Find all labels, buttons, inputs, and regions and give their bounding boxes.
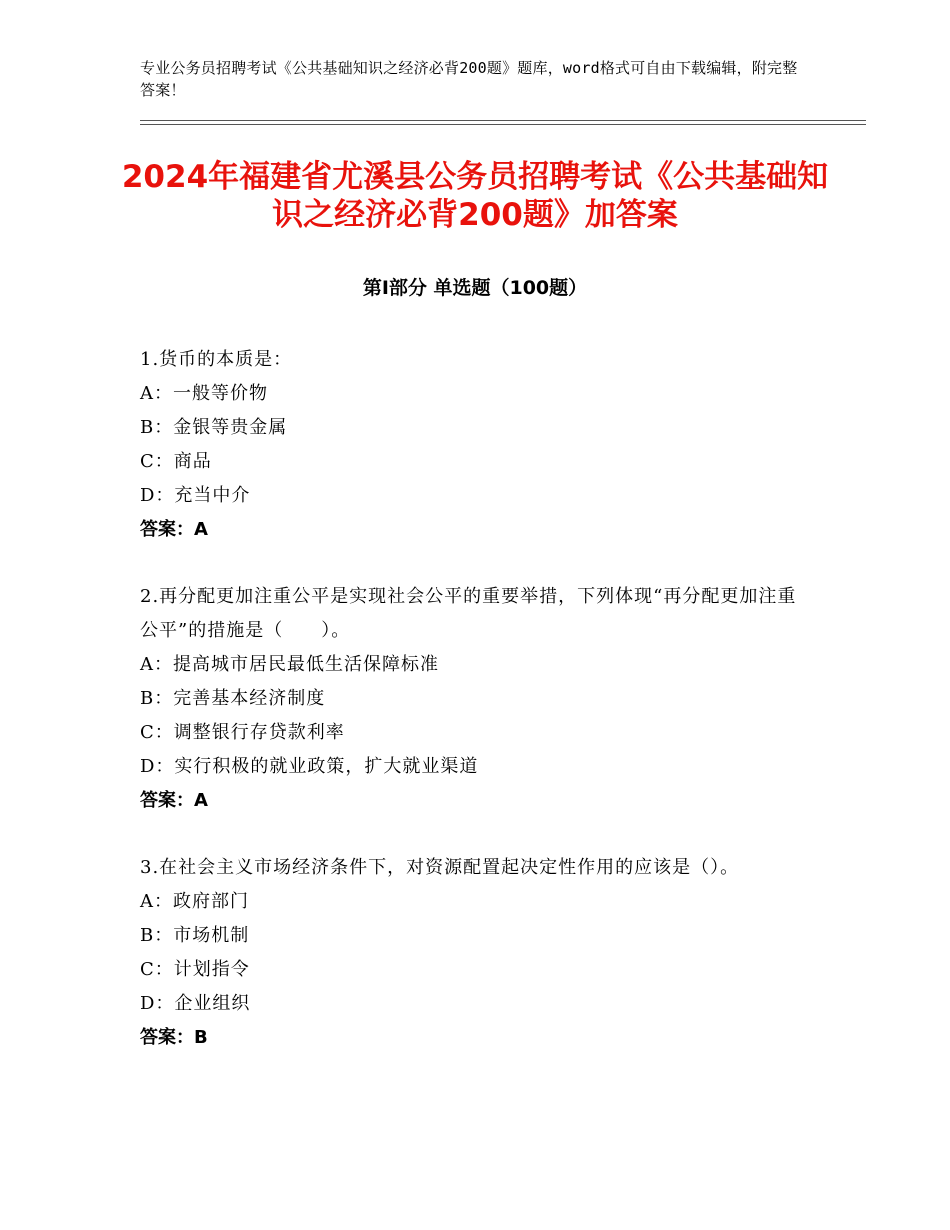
- section-title: 第Ⅰ部分 单选题（100题）: [362, 277, 588, 299]
- option-c: C：调整银行存贷款利率: [140, 722, 345, 743]
- option-d: D：实行积极的就业政策，扩大就业渠道: [140, 756, 479, 777]
- option-c: C：商品: [140, 451, 212, 472]
- answer: 答案：B: [140, 1027, 208, 1048]
- question-stem: 1.货币的本质是：: [140, 349, 293, 370]
- option-c: C：计划指令: [140, 959, 250, 980]
- question-stem: 2.再分配更加注重公平是实现社会公平的重要举措，下列体现“再分配更加注重公平”的措施是（ ）。: [140, 586, 797, 641]
- header-divider: [140, 120, 866, 125]
- document-title: 2024年福建省尤溪县公务员招聘考试《公共基础知识之经济必背200题》加答案: [121, 159, 829, 233]
- option-b: B：金银等贵金属: [140, 417, 288, 438]
- option-a: A：一般等价物: [140, 383, 268, 404]
- option-b: B：市场机制: [140, 925, 250, 946]
- option-d: D：企业组织: [140, 993, 251, 1014]
- answer: 答案：A: [140, 519, 208, 540]
- option-a: A：提高城市居民最低生活保障标准: [140, 654, 439, 675]
- question-1: [140, 343, 800, 547]
- question-2: [140, 580, 800, 818]
- option-a: A：政府部门: [140, 891, 249, 912]
- question-list: [140, 343, 800, 1088]
- option-b: B：完善基本经济制度: [140, 688, 326, 709]
- question-3: [140, 851, 800, 1055]
- answer: 答案：A: [140, 790, 208, 811]
- question-stem: 3.在社会主义市场经济条件下，对资源配置起决定性作用的应该是（）。: [140, 857, 740, 878]
- option-d: D：充当中介: [140, 485, 251, 506]
- header-note: 专业公务员招聘考试《公共基础知识之经济必背200题》题库，word格式可自由下载编辑，附完整答案！: [140, 59, 798, 99]
